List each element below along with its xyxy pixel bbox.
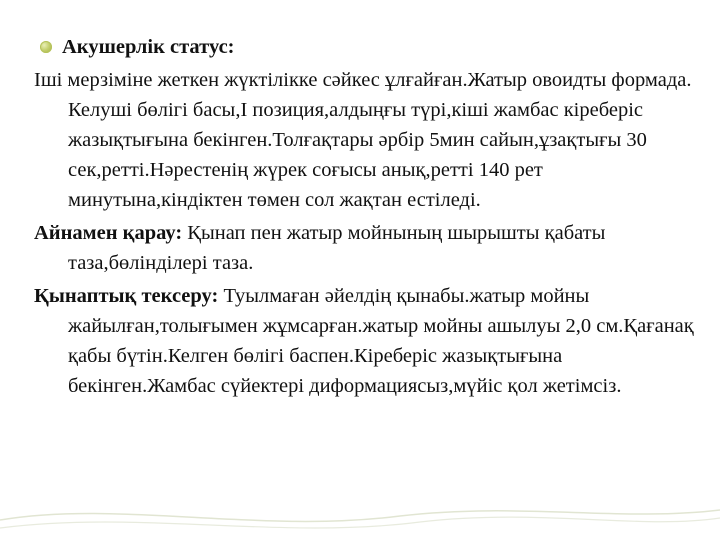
- paragraph-text: Туылмаған әйелдің қынабы.жатыр мойны жайылған,толығымен жұмсарған.жатыр мойны ашылуы 2,0 см.Қағанақ қабы бүтін.Келген бөлігі баспен.Кіреберіс жазықтығына бекінген.Жамбас сүйектері диформациясыз,мүйіс қол жетімсіз.: [68, 285, 694, 397]
- heading-text: Акушерлік статус:: [62, 36, 235, 58]
- paragraph-label: Айнамен қарау:: [34, 222, 183, 244]
- heading-bullet-line: [34, 32, 704, 62]
- paragraph-speculum-exam: [34, 218, 704, 278]
- paragraph-uterus-status: [34, 65, 704, 215]
- paragraph-text: Қынап пен жатыр мойнының шырышты қабаты таза,бөлінділері таза.: [68, 222, 606, 274]
- paragraph-vaginal-exam: [34, 281, 704, 401]
- decorative-curves: [0, 492, 720, 540]
- round-bullet-icon: [40, 41, 52, 53]
- paragraph-text: Іші мерзіміне жеткен жүктілікке сәйкес ұлғайған.Жатыр овоидты формада. Келуші бөлігі басы,І позиция,алдыңғы түрі,кіші жамбас кіреберіс жазықтығына бекінген.Толғақтары әрбір 5мин сайын,ұзақтығы 30 сек,ретті.Нәрестенің жүрек соғысы анық,ретті 140 рет минутына,кіндіктен төмен сол жақтан естіледі.: [34, 69, 692, 211]
- bottom-decoration: [0, 492, 720, 540]
- slide-content: [34, 32, 704, 404]
- paragraph-label: Қынаптық тексеру:: [34, 285, 219, 307]
